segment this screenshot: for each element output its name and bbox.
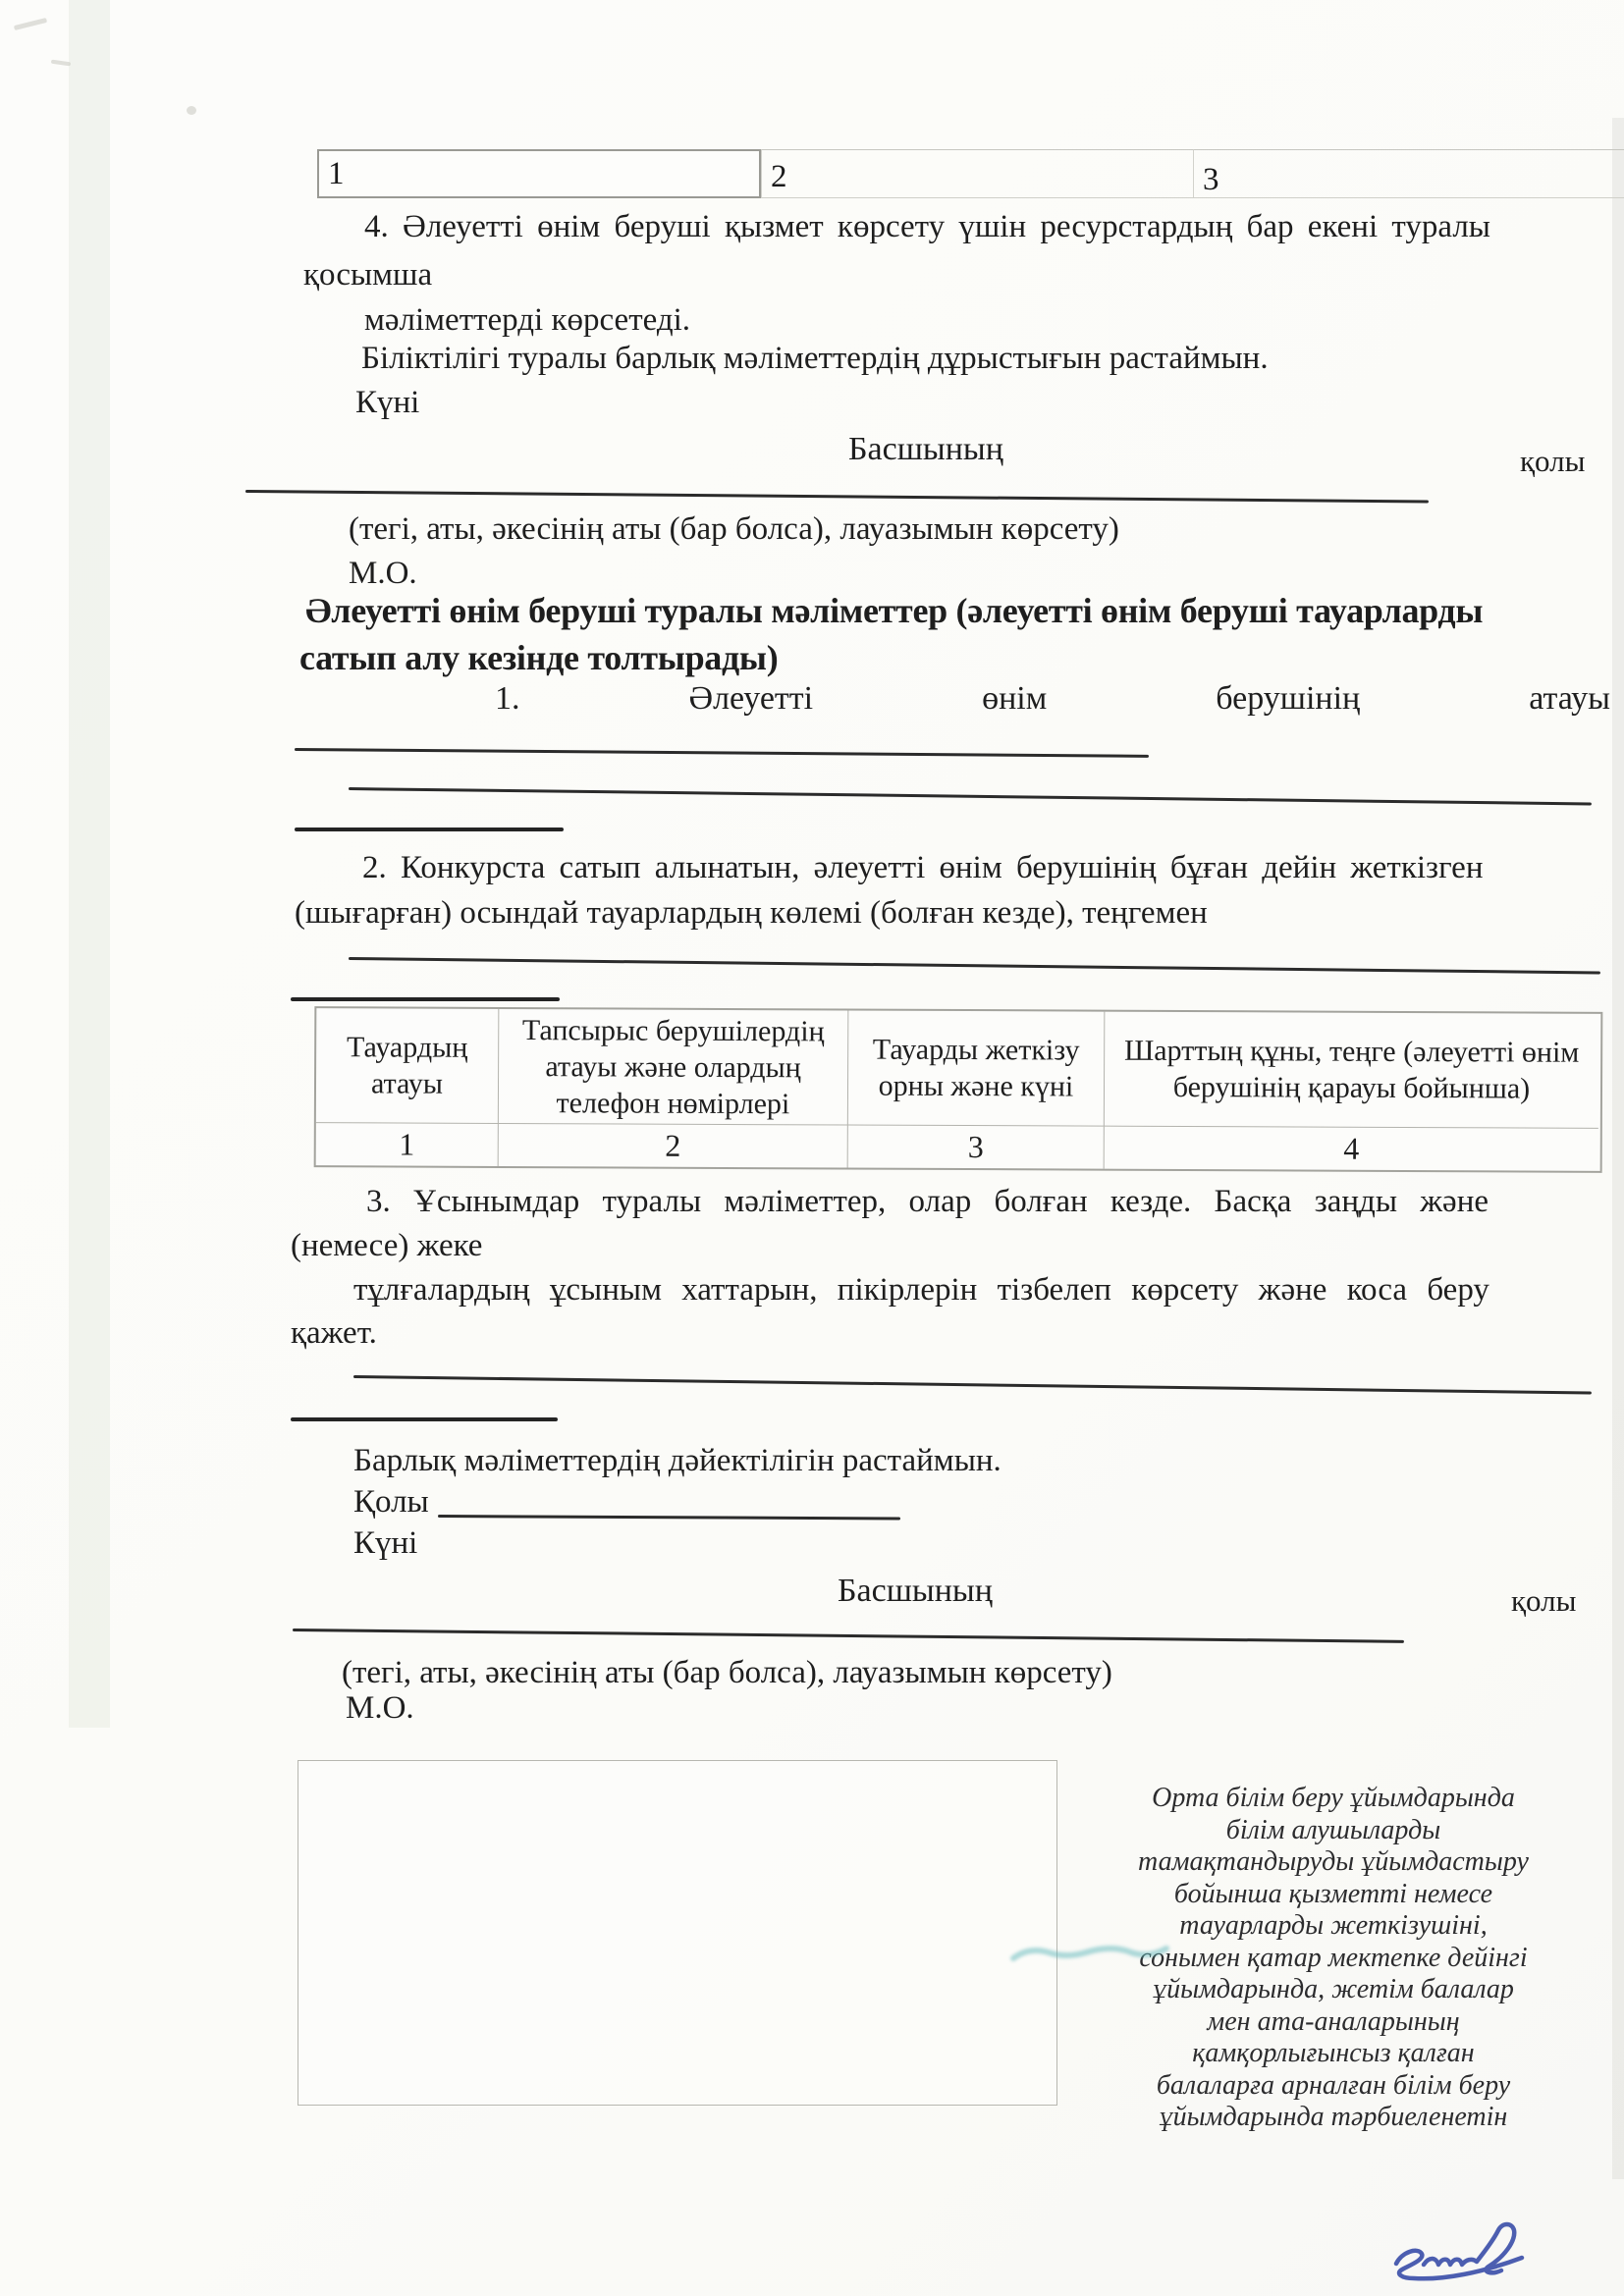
blank-rule xyxy=(349,957,1600,974)
para-data-shown: мәліметтерді көрсетеді. xyxy=(364,302,691,338)
suppliers-table xyxy=(314,1006,1603,1173)
suppliers-table-number-row xyxy=(316,1123,1600,1171)
top-row-cell-3 xyxy=(1193,149,1624,198)
item1-word-name: атауы xyxy=(1529,680,1610,717)
blank-rule-short xyxy=(295,828,564,831)
signature-rule-2 xyxy=(293,1629,1404,1643)
top-row-cell-1-number: 1 xyxy=(328,156,345,191)
confirmation-statement: Барлық мәліметтердің дәйектілігін растаймын. xyxy=(353,1443,1001,1478)
table-header-delivery: Тауарды жеткізу орны және күні xyxy=(848,1011,1106,1127)
item1-supplier-name-line xyxy=(495,679,1610,718)
signature-rule-1 xyxy=(245,490,1429,504)
top-row-cell-3-number: 3 xyxy=(1203,162,1219,197)
suppliers-table-header-row xyxy=(316,1008,1600,1129)
side-note-line: тауарларды жеткізушіні, xyxy=(1179,1910,1488,1941)
item1-number: 1. xyxy=(495,680,520,717)
blank-rule xyxy=(353,1375,1592,1395)
side-note-line: мен ата-аналарының xyxy=(1207,2005,1460,2037)
side-note-line: сонымен қатар мектепке дейінгі xyxy=(1139,1942,1528,1973)
scan-shadow-right xyxy=(1612,118,1624,2179)
signature-hint-1: қолы xyxy=(1520,444,1586,478)
scan-speck xyxy=(14,18,47,30)
faded-ink-smudge xyxy=(1009,1939,1171,1968)
director-label-1: Басшының xyxy=(848,431,1003,467)
item3-line1: 3. Ұсынымдар туралы мәліметтер, олар болған кезде. Басқа заңды және xyxy=(366,1184,1489,1219)
supplier-info-heading-line2: сатып алу кезінде толтырады) xyxy=(299,638,779,677)
director-label-2: Басшының xyxy=(838,1573,993,1609)
side-note-line: бойынша қызметті немесе xyxy=(1173,1878,1493,1909)
table-header-product-name: Тауардың атауы xyxy=(316,1008,500,1124)
side-note-line: балаларға арналған білім беру xyxy=(1156,2069,1511,2101)
para-resources-line2: қосымша xyxy=(303,257,433,293)
side-note-line: білім алушыларды xyxy=(1225,1814,1441,1845)
fio-note-2: (тегі, аты, әкесінің аты (бар болса), лауазымын көрсету) xyxy=(342,1655,1112,1690)
table-col-number-2: 2 xyxy=(499,1124,848,1168)
table-header-customers: Тапсырыс берушілердің атауы және олардың телефон нөмірлері xyxy=(499,1009,849,1126)
top-row-cell-2 xyxy=(761,149,1193,198)
scan-speck xyxy=(187,106,196,115)
date-label-1: Күні xyxy=(355,385,420,420)
top-row-cell-1 xyxy=(317,149,761,198)
side-note-line: ұйымдарында тәрбиеленетін xyxy=(1159,2102,1508,2132)
signature-hint-2: қолы xyxy=(1511,1583,1577,1618)
scan-shadow-left xyxy=(69,0,110,1728)
para-qualification-confirm: Біліктілігі туралы барлық мәліметтердің дұрыстығын растаймын. xyxy=(361,341,1269,376)
item1-word-supplier: берушінің xyxy=(1216,680,1361,717)
item1-word-potential: Әлеуетті xyxy=(688,680,814,717)
seal-label-2: М.О. xyxy=(346,1690,414,1726)
side-note-line: тамақтандыруды ұйымдастыру xyxy=(1138,1846,1529,1877)
side-note-line: Орта білім беру ұйымдарында xyxy=(1152,1783,1515,1813)
side-note-line: ұйымдарында, жетім балалар xyxy=(1153,1974,1514,2004)
item3-line3: тұлғалардың ұсыным хаттарын, пікірлерін тізбелеп көрсету және коса беру xyxy=(353,1272,1489,1308)
side-note-line: қамқорлығынсыз қалған xyxy=(1192,2038,1475,2068)
para-resources-line1: 4. Әлеуетті өнім беруші қызмет көрсету үшін ресурстардың бар екені туралы xyxy=(364,209,1490,244)
table-col-number-4: 4 xyxy=(1343,1130,1360,1166)
item2-line2: (шығарған) осындай тауарлардың көлемі (болған кезде), теңгемен xyxy=(295,895,1208,931)
signature-fill-rule xyxy=(438,1515,900,1520)
blank-rule-short xyxy=(291,997,560,1001)
item3-line4: қажет. xyxy=(291,1315,377,1351)
item2-line1: 2. Конкурста сатып алынатын, әлеуетті өнім берушінің бұған дейін жеткізген xyxy=(362,850,1484,885)
supplier-info-heading-line1: Әлеуетті өнім беруші туралы мәліметтер (әлеуетті өнім беруші тауарларды xyxy=(305,591,1484,630)
top-row-cell-2-number: 2 xyxy=(771,159,787,194)
blank-rule-short xyxy=(291,1417,558,1421)
blank-rule xyxy=(295,748,1149,758)
table-header-contract-cost: Шарттың құны, теңге (әлеуетті өнім берушінің қарауы бойынша) xyxy=(1105,1012,1599,1129)
signature-word-label: Қолы xyxy=(353,1484,429,1520)
blank-rule xyxy=(349,787,1592,805)
table-col-number-3: 3 xyxy=(848,1126,1105,1169)
empty-frame-box xyxy=(298,1760,1057,2106)
item3-line2: (немесе) жеке xyxy=(291,1228,483,1263)
item1-word-product: өнім xyxy=(982,680,1048,717)
handwritten-signature xyxy=(1373,2218,1564,2296)
fio-note-1: (тегі, аты, әкесінің аты (бар болса), лауазымын көрсету) xyxy=(349,511,1119,547)
seal-label-1: М.О. xyxy=(349,556,417,591)
date-label-2: Күні xyxy=(353,1525,418,1561)
table-col-number-1: 1 xyxy=(316,1123,499,1166)
